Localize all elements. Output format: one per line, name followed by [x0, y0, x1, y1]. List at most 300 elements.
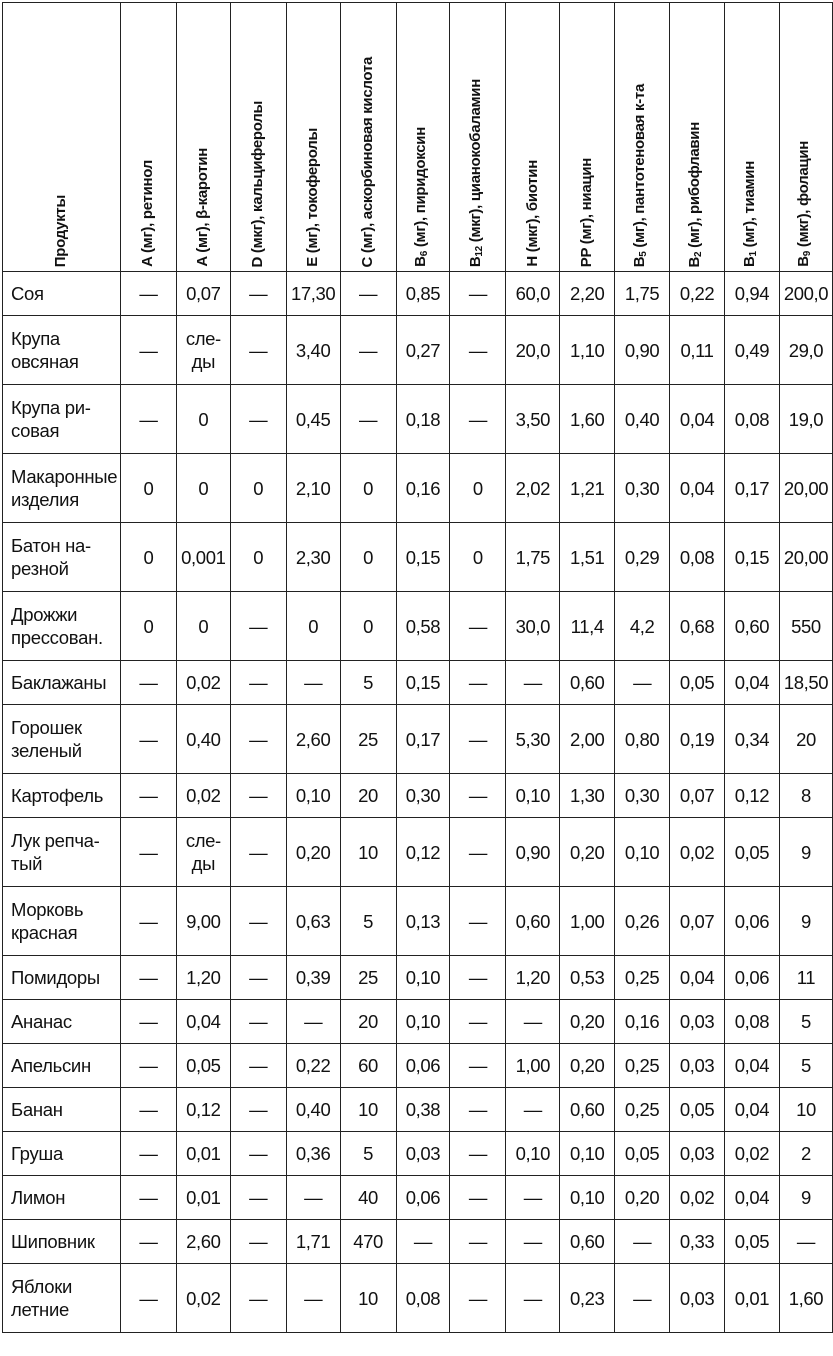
header-label-main: B — [631, 256, 649, 267]
value-cell: 0 — [450, 454, 506, 523]
column-header — [396, 3, 450, 272]
product-name-cell: Лимон — [3, 1176, 121, 1220]
value-cell: 0,04 — [725, 1044, 780, 1088]
value-cell: 5 — [340, 661, 396, 705]
column-header — [340, 3, 396, 272]
value-cell: 1,75 — [615, 272, 670, 316]
product-name-cell — [3, 523, 121, 592]
value-cell: 0,30 — [396, 774, 450, 818]
cell-line: Лук репча- — [11, 830, 100, 851]
value-cell: 0,04 — [670, 385, 725, 454]
value-cell: 0,15 — [396, 661, 450, 705]
value-cell: — — [120, 1176, 176, 1220]
value-cell: 0,27 — [396, 316, 450, 385]
column-header — [506, 3, 560, 272]
value-cell: 1,10 — [560, 316, 615, 385]
value-cell: 0,02 — [176, 1264, 230, 1333]
value-cell: 0,13 — [396, 887, 450, 956]
header-label — [194, 140, 212, 267]
value-cell: 18,50 — [779, 661, 832, 705]
value-cell: 2,30 — [286, 523, 340, 592]
value-cell: — — [450, 1132, 506, 1176]
value-cell: 0,26 — [615, 887, 670, 956]
value-cell: 10 — [340, 1088, 396, 1132]
value-cell: — — [230, 272, 286, 316]
header-label — [139, 152, 157, 267]
value-cell: — — [450, 818, 506, 887]
value-cell: 0,05 — [670, 1088, 725, 1132]
header-label-rest: (мкг), фолацин — [794, 141, 812, 252]
value-cell: 0,02 — [176, 661, 230, 705]
cell-line: прессован. — [11, 627, 103, 648]
header-products — [3, 3, 121, 272]
value-cell: 20,0 — [506, 316, 560, 385]
value-cell: 5 — [340, 887, 396, 956]
value-cell: 10 — [340, 1264, 396, 1333]
product-name-cell: Банан — [3, 1088, 121, 1132]
value-cell: 9 — [779, 818, 832, 887]
value-cell: 30,0 — [506, 592, 560, 661]
product-name-cell: Ананас — [3, 1000, 121, 1044]
value-cell: 10 — [340, 818, 396, 887]
value-cell: 19,0 — [779, 385, 832, 454]
value-cell: 0,17 — [396, 705, 450, 774]
value-cell: — — [120, 272, 176, 316]
header-label-rest: (мг), рибофлавин — [686, 121, 704, 252]
value-cell: 0,02 — [670, 1176, 725, 1220]
header-label-subscript: 12 — [473, 245, 485, 257]
cell-line: ды — [191, 351, 215, 372]
value-cell: 0,12 — [725, 774, 780, 818]
header-label — [524, 152, 542, 267]
value-cell: 0 — [340, 592, 396, 661]
value-cell: 2,02 — [506, 454, 560, 523]
cell-line: Макаронные — [11, 466, 118, 487]
value-cell: — — [450, 1000, 506, 1044]
column-header — [560, 3, 615, 272]
value-cell: 10 — [779, 1088, 832, 1132]
column-header — [176, 3, 230, 272]
table-row — [3, 385, 833, 454]
cell-line: тый — [11, 853, 43, 874]
value-cell: — — [779, 1220, 832, 1264]
table-row — [3, 1044, 833, 1088]
value-cell: — — [506, 1176, 560, 1220]
product-name-cell — [3, 316, 121, 385]
value-cell: — — [120, 774, 176, 818]
value-cell: — — [286, 1000, 340, 1044]
header-label — [741, 153, 763, 267]
column-header — [230, 3, 286, 272]
table-row — [3, 1264, 833, 1333]
value-cell: 0,15 — [725, 523, 780, 592]
value-cell — [176, 316, 230, 385]
table-row — [3, 1176, 833, 1220]
table-row — [3, 1088, 833, 1132]
value-cell: 0 — [230, 523, 286, 592]
value-cell: — — [340, 385, 396, 454]
value-cell: 3,50 — [506, 385, 560, 454]
table-row — [3, 661, 833, 705]
value-cell: 0 — [450, 523, 506, 592]
value-cell: 0 — [176, 454, 230, 523]
header-label-main: A (мг), β-каротин — [194, 148, 212, 267]
cell-line: Крупа — [11, 328, 60, 349]
value-cell: 0,08 — [396, 1264, 450, 1333]
value-cell: 29,0 — [779, 316, 832, 385]
value-cell: — — [120, 818, 176, 887]
value-cell: 1,20 — [506, 956, 560, 1000]
value-cell: 0,29 — [615, 523, 670, 592]
value-cell: 0,10 — [396, 956, 450, 1000]
header-label-rest: (мкг), цианокобаламин — [466, 78, 484, 246]
header-label — [412, 119, 434, 267]
value-cell: 20 — [340, 1000, 396, 1044]
header-label-subscript: 5 — [638, 251, 650, 257]
value-cell: 5 — [340, 1132, 396, 1176]
cell-line: Яблоки — [11, 1276, 73, 1297]
value-cell: 0,10 — [560, 1176, 615, 1220]
value-cell: 20,00 — [779, 454, 832, 523]
value-cell: 0,07 — [176, 272, 230, 316]
column-header — [725, 3, 780, 272]
value-cell: 0,06 — [725, 887, 780, 956]
value-cell: — — [230, 1132, 286, 1176]
value-cell: 0,08 — [725, 385, 780, 454]
header-label-main: B — [411, 256, 429, 267]
value-cell: 0,40 — [176, 705, 230, 774]
value-cell: 0,08 — [725, 1000, 780, 1044]
value-cell: — — [286, 661, 340, 705]
value-cell: — — [506, 1220, 560, 1264]
value-cell: 0,05 — [670, 661, 725, 705]
table-row — [3, 1000, 833, 1044]
table-body — [3, 272, 833, 1333]
header-label — [467, 71, 489, 267]
value-cell: 20 — [779, 705, 832, 774]
value-cell: — — [340, 272, 396, 316]
value-cell: 0,11 — [670, 316, 725, 385]
value-cell: — — [450, 1264, 506, 1333]
value-cell: 0,25 — [615, 1088, 670, 1132]
value-cell: 0,90 — [506, 818, 560, 887]
header-label-main: B — [794, 256, 812, 267]
value-cell: 8 — [779, 774, 832, 818]
header-label — [578, 150, 596, 267]
header-label-subscript: 6 — [418, 251, 430, 257]
product-name-cell — [3, 1264, 121, 1333]
cell-line: сле- — [185, 328, 221, 349]
value-cell: 0,01 — [176, 1176, 230, 1220]
value-cell: 2,00 — [560, 705, 615, 774]
value-cell: — — [286, 1264, 340, 1333]
value-cell: 9 — [779, 1176, 832, 1220]
cell-line: Горошек — [11, 717, 82, 738]
value-cell: 0,01 — [725, 1264, 780, 1333]
value-cell: 0,90 — [615, 316, 670, 385]
product-name-cell — [3, 818, 121, 887]
value-cell: — — [120, 1264, 176, 1333]
column-header — [450, 3, 506, 272]
header-label-rest: (мг), тиамин — [740, 160, 758, 252]
header-label — [249, 93, 267, 267]
value-cell: 1,20 — [176, 956, 230, 1000]
value-cell: — — [230, 1044, 286, 1088]
value-cell: — — [450, 705, 506, 774]
value-cell: 5 — [779, 1044, 832, 1088]
value-cell: 0,60 — [560, 1088, 615, 1132]
header-label — [52, 187, 70, 267]
value-cell: 0,12 — [176, 1088, 230, 1132]
header-label-main: C (мг), аскорбиновая кислота — [359, 56, 377, 267]
header-label-subscript: 2 — [693, 251, 705, 257]
table-row — [3, 454, 833, 523]
value-cell: — — [120, 956, 176, 1000]
column-header — [120, 3, 176, 272]
value-cell: — — [615, 1264, 670, 1333]
value-cell: — — [120, 1044, 176, 1088]
value-cell: 0,39 — [286, 956, 340, 1000]
value-cell: 0,001 — [176, 523, 230, 592]
product-name-cell: Апельсин — [3, 1044, 121, 1088]
value-cell: 0,05 — [725, 818, 780, 887]
column-header — [779, 3, 832, 272]
header-label — [795, 133, 817, 267]
value-cell: 0,18 — [396, 385, 450, 454]
value-cell: — — [506, 1088, 560, 1132]
table-row — [3, 887, 833, 956]
value-cell: 200,0 — [779, 272, 832, 316]
value-cell: — — [506, 1264, 560, 1333]
value-cell: 0,23 — [560, 1264, 615, 1333]
value-cell: 0,04 — [725, 661, 780, 705]
header-label-main: A (мг), ретинол — [139, 160, 157, 267]
table-row — [3, 956, 833, 1000]
value-cell: 3,40 — [286, 316, 340, 385]
header-row — [3, 3, 833, 272]
value-cell: — — [230, 1264, 286, 1333]
value-cell: 0,60 — [506, 887, 560, 956]
value-cell: 0,02 — [670, 818, 725, 887]
value-cell: 0,33 — [670, 1220, 725, 1264]
value-cell: 60,0 — [506, 272, 560, 316]
value-cell: 0,12 — [396, 818, 450, 887]
value-cell: 550 — [779, 592, 832, 661]
header-label-main: H (мкг), биотин — [523, 160, 541, 267]
value-cell: — — [230, 818, 286, 887]
value-cell: — — [340, 316, 396, 385]
value-cell: — — [120, 1088, 176, 1132]
value-cell: 0,20 — [286, 818, 340, 887]
value-cell: 11 — [779, 956, 832, 1000]
value-cell: 0,20 — [560, 1044, 615, 1088]
table-row — [3, 1132, 833, 1176]
value-cell: 0,30 — [615, 774, 670, 818]
value-cell: 0,08 — [670, 523, 725, 592]
value-cell: 0 — [286, 592, 340, 661]
value-cell: 60 — [340, 1044, 396, 1088]
value-cell: 5 — [779, 1000, 832, 1044]
value-cell: — — [120, 661, 176, 705]
value-cell: 0,94 — [725, 272, 780, 316]
value-cell: 0,45 — [286, 385, 340, 454]
product-name-cell: Шиповник — [3, 1220, 121, 1264]
value-cell: 0,06 — [396, 1044, 450, 1088]
value-cell: — — [120, 385, 176, 454]
value-cell: 2,20 — [560, 272, 615, 316]
value-cell: — — [120, 316, 176, 385]
cell-line: изделия — [11, 489, 79, 510]
value-cell: 470 — [340, 1220, 396, 1264]
value-cell: 0,20 — [560, 818, 615, 887]
value-cell: — — [450, 592, 506, 661]
value-cell: 2,60 — [176, 1220, 230, 1264]
value-cell: 0,05 — [176, 1044, 230, 1088]
value-cell: 0,07 — [670, 887, 725, 956]
value-cell: 0,10 — [615, 818, 670, 887]
value-cell: — — [120, 887, 176, 956]
value-cell: — — [396, 1220, 450, 1264]
value-cell: 1,00 — [560, 887, 615, 956]
value-cell: — — [230, 661, 286, 705]
header-label-main: D (мкг), кальциферолы — [249, 100, 267, 267]
product-name-cell — [3, 592, 121, 661]
value-cell: — — [450, 1044, 506, 1088]
product-name-cell: Баклажаны — [3, 661, 121, 705]
value-cell: 0 — [340, 454, 396, 523]
value-cell: 0,80 — [615, 705, 670, 774]
cell-line: резной — [11, 558, 69, 579]
value-cell: 5,30 — [506, 705, 560, 774]
header-label-main: E (мг), токоферолы — [304, 128, 322, 267]
value-cell: 0,53 — [560, 956, 615, 1000]
header-label — [631, 76, 653, 267]
value-cell: 1,60 — [560, 385, 615, 454]
value-cell: 1,60 — [779, 1264, 832, 1333]
table-row — [3, 1220, 833, 1264]
value-cell: — — [120, 705, 176, 774]
value-cell: 20,00 — [779, 523, 832, 592]
value-cell: 0,03 — [670, 1044, 725, 1088]
value-cell: 0,06 — [396, 1176, 450, 1220]
table-row — [3, 592, 833, 661]
value-cell: 0,04 — [725, 1088, 780, 1132]
value-cell: — — [450, 1176, 506, 1220]
table-row — [3, 272, 833, 316]
value-cell: 9,00 — [176, 887, 230, 956]
header-label-main: B — [686, 256, 704, 267]
value-cell: — — [230, 316, 286, 385]
value-cell: — — [450, 1088, 506, 1132]
value-cell: — — [506, 661, 560, 705]
value-cell: — — [230, 1176, 286, 1220]
header-label-main: B — [740, 256, 758, 267]
header-label-main: PP (мг), ниацин — [578, 157, 596, 267]
table-row — [3, 705, 833, 774]
header-label — [686, 114, 708, 268]
value-cell: — — [450, 887, 506, 956]
value-cell: — — [120, 1132, 176, 1176]
cell-line: сле- — [185, 830, 221, 851]
value-cell: — — [286, 1176, 340, 1220]
cell-line: зеленый — [11, 740, 82, 761]
value-cell: — — [615, 661, 670, 705]
value-cell: 0,60 — [560, 661, 615, 705]
value-cell — [176, 818, 230, 887]
header-label-main: B — [466, 256, 484, 267]
value-cell: 0,07 — [670, 774, 725, 818]
product-name-cell — [3, 705, 121, 774]
value-cell: 0,04 — [176, 1000, 230, 1044]
value-cell: 0,40 — [286, 1088, 340, 1132]
value-cell: 0,38 — [396, 1088, 450, 1132]
header-label-rest: (мг), пиридоксин — [411, 127, 429, 252]
table-row — [3, 316, 833, 385]
value-cell: 0,34 — [725, 705, 780, 774]
value-cell: 0 — [340, 523, 396, 592]
value-cell: 0,04 — [670, 454, 725, 523]
value-cell: 1,00 — [506, 1044, 560, 1088]
value-cell: 0,25 — [615, 1044, 670, 1088]
value-cell: — — [230, 1088, 286, 1132]
value-cell: 0,15 — [396, 523, 450, 592]
value-cell: — — [230, 592, 286, 661]
value-cell: 1,51 — [560, 523, 615, 592]
value-cell: 0,01 — [176, 1132, 230, 1176]
cell-line: ды — [191, 853, 215, 874]
value-cell: 0,16 — [615, 1000, 670, 1044]
value-cell: 0,40 — [615, 385, 670, 454]
value-cell: — — [450, 316, 506, 385]
value-cell: 0,06 — [725, 956, 780, 1000]
value-cell: 0,04 — [670, 956, 725, 1000]
value-cell: 20 — [340, 774, 396, 818]
value-cell: 9 — [779, 887, 832, 956]
product-name-cell — [3, 887, 121, 956]
value-cell: 0,68 — [670, 592, 725, 661]
cell-line: красная — [11, 922, 78, 943]
value-cell: 0,58 — [396, 592, 450, 661]
column-header — [670, 3, 725, 272]
value-cell: 0,22 — [670, 272, 725, 316]
value-cell: 2,10 — [286, 454, 340, 523]
value-cell: — — [450, 272, 506, 316]
value-cell: 1,21 — [560, 454, 615, 523]
cell-line: овсяная — [11, 351, 79, 372]
value-cell: 0,60 — [560, 1220, 615, 1264]
value-cell: 1,75 — [506, 523, 560, 592]
value-cell: — — [450, 1220, 506, 1264]
value-cell: 0 — [230, 454, 286, 523]
value-cell: 0 — [176, 385, 230, 454]
value-cell: 0,25 — [615, 956, 670, 1000]
product-name-cell: Груша — [3, 1132, 121, 1176]
value-cell: — — [120, 1000, 176, 1044]
value-cell: 0,22 — [286, 1044, 340, 1088]
value-cell: — — [450, 661, 506, 705]
value-cell: 1,71 — [286, 1220, 340, 1264]
product-name-cell — [3, 385, 121, 454]
value-cell: 0,03 — [396, 1132, 450, 1176]
value-cell: — — [450, 774, 506, 818]
value-cell: 0,03 — [670, 1000, 725, 1044]
value-cell: 0 — [120, 592, 176, 661]
column-header — [286, 3, 340, 272]
value-cell: 0,04 — [725, 1176, 780, 1220]
header-label — [359, 49, 377, 267]
column-header — [615, 3, 670, 272]
value-cell: 0,20 — [615, 1176, 670, 1220]
